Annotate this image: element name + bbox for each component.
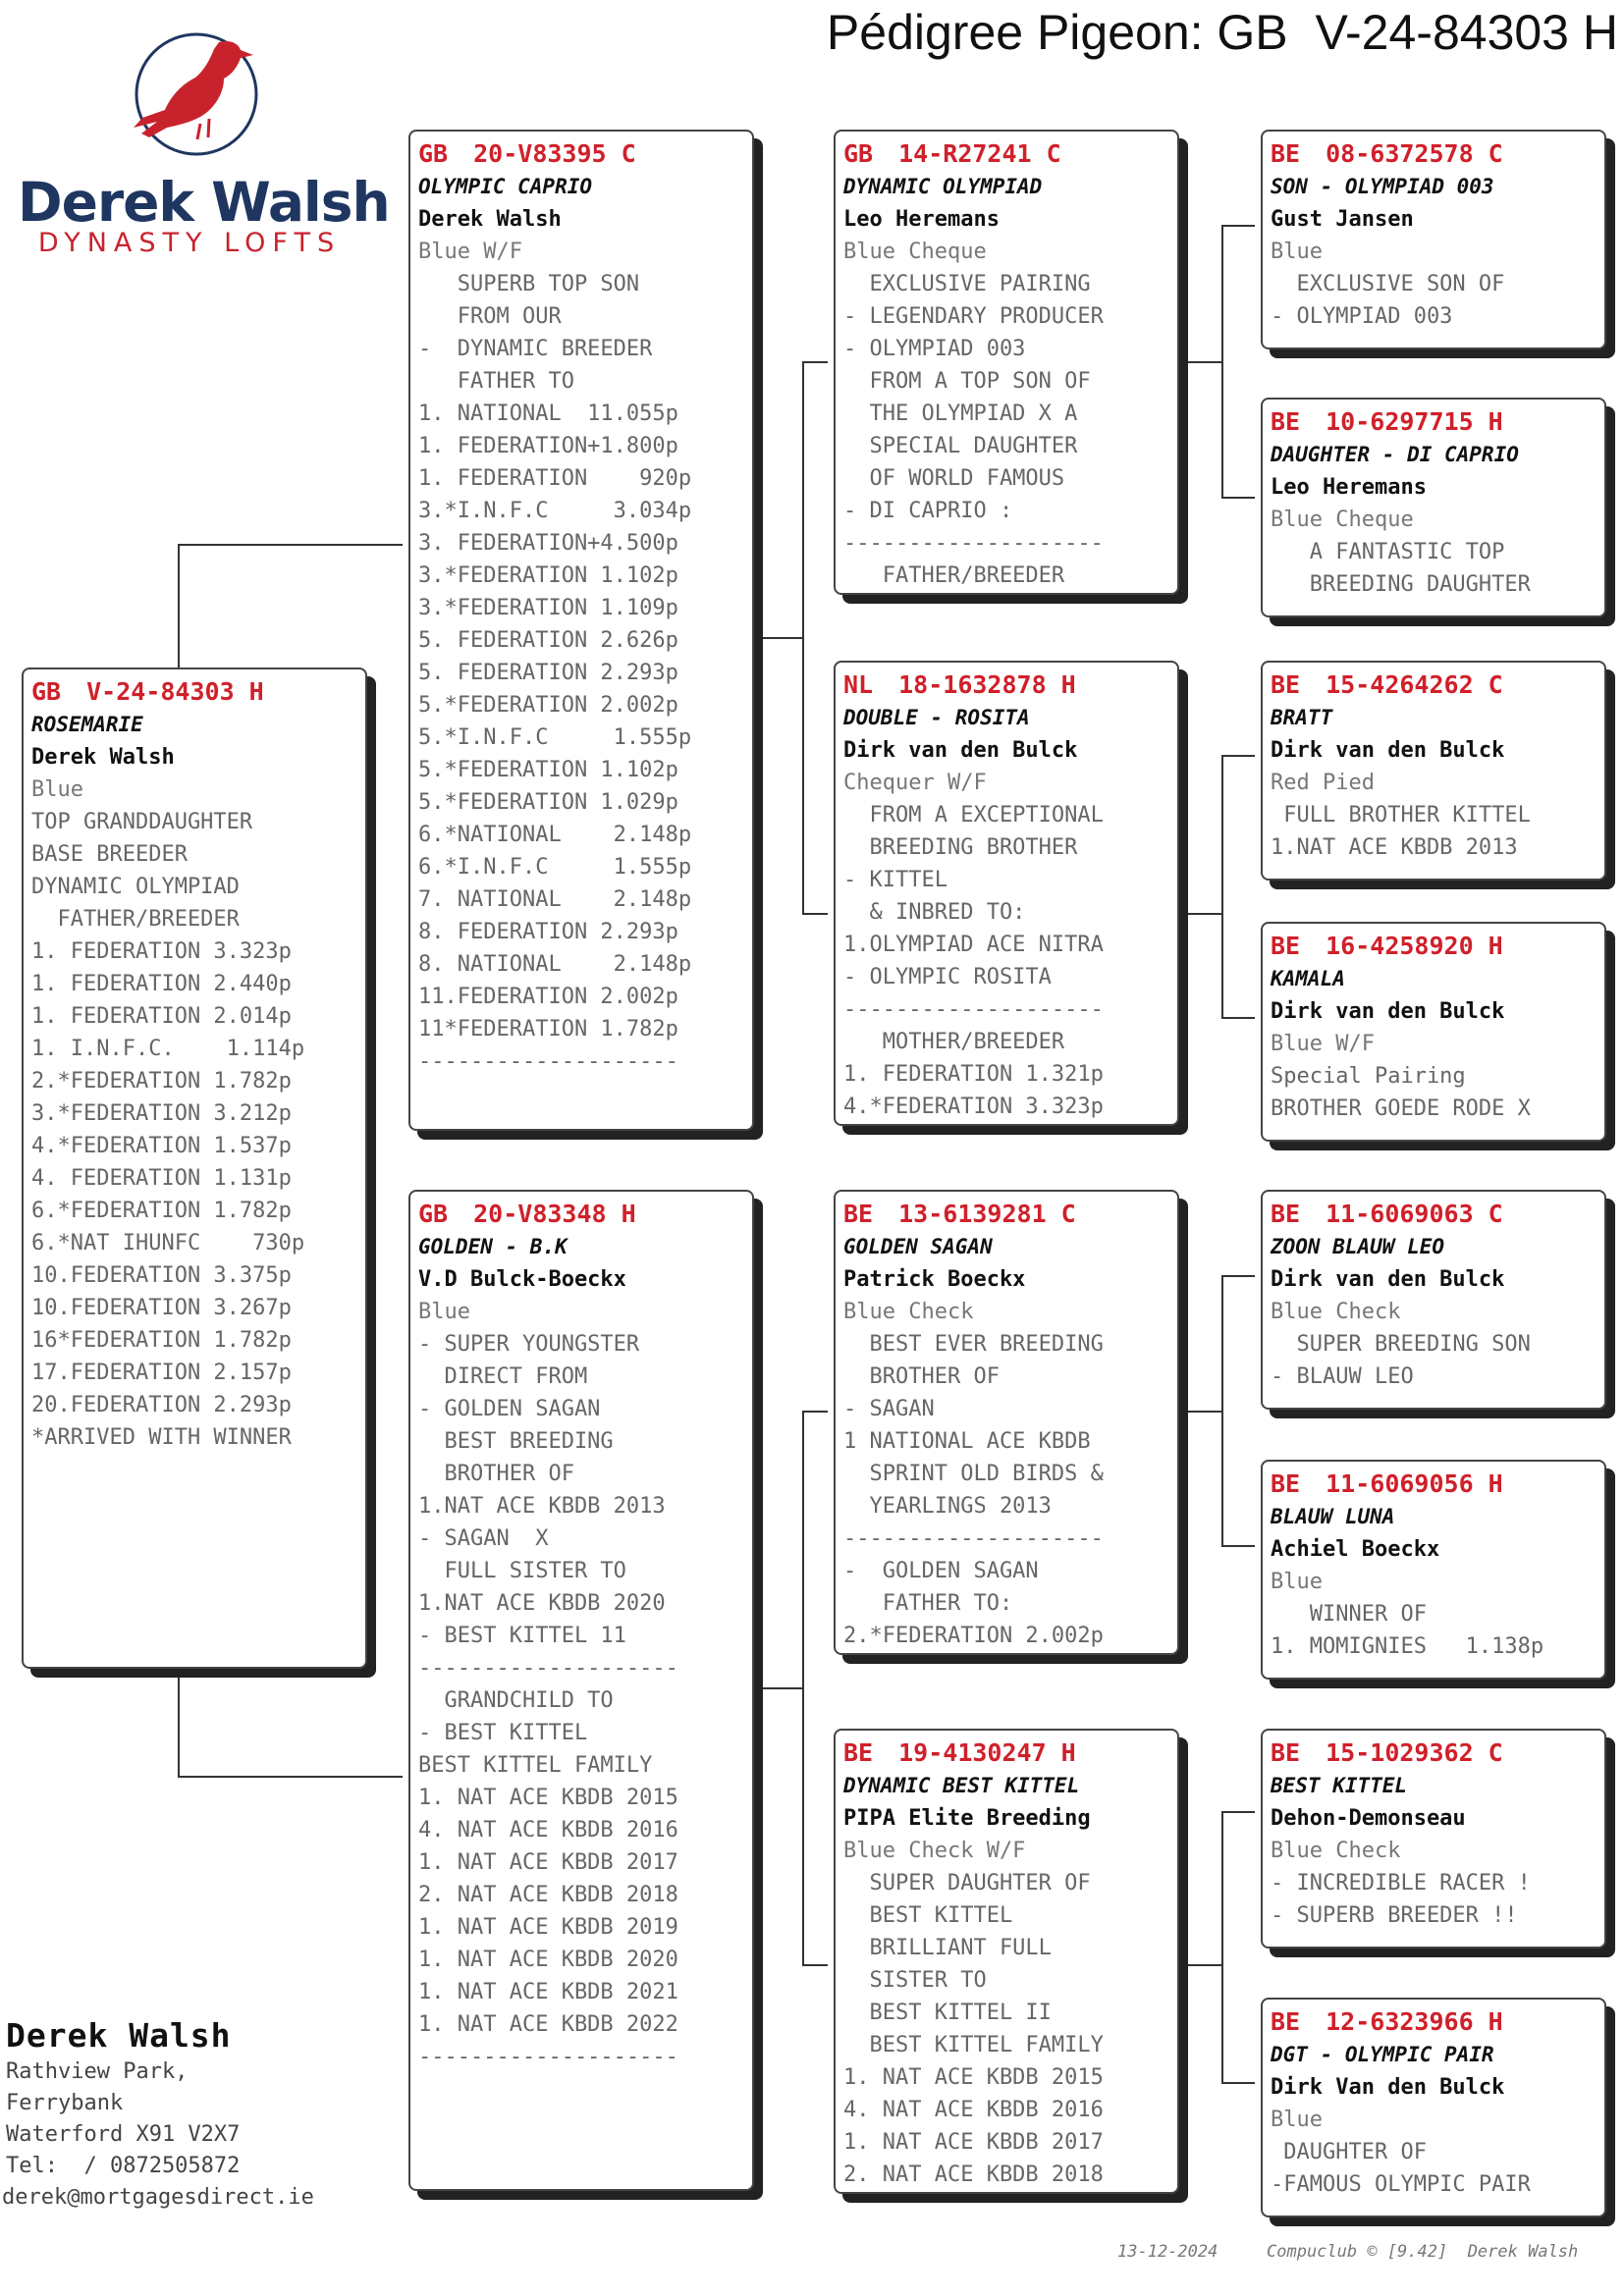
performance-line: 3.*FEDERATION 1.102p (418, 563, 678, 588)
ring-code: 18-1632878 H (898, 670, 1076, 699)
ring-number (1271, 137, 1604, 171)
performance-line: 8. NATIONAL 2.148p (418, 952, 692, 977)
performance-line: 3.*I.N.F.C 3.034p (418, 499, 692, 523)
connector-dd-parents (1180, 1812, 1255, 2083)
bird-card-ds (834, 1190, 1179, 1655)
performance-line: 5.*FEDERATION 2.002p (418, 693, 678, 718)
breeder-name: Dehon-Demonseau (1271, 1806, 1466, 1831)
breeder-name: Dirk van den Bulck (1271, 999, 1505, 1024)
bird-colour: Blue Cheque (1271, 507, 1414, 532)
performance-line: 5.*FEDERATION 1.029p (418, 790, 678, 815)
bird-colour: Blue Check W/F (843, 1839, 1026, 1863)
bird-name: OLYMPIC CAPRIO (418, 175, 593, 198)
bird-colour: Blue Check (1271, 1839, 1401, 1863)
country-code: BE (1271, 407, 1301, 436)
performance-line: BEST KITTEL (843, 1903, 1013, 1928)
performance-line: 1. NAT ACE KBDB 2022 (418, 2012, 678, 2037)
ring-code: 13-6139281 C (898, 1200, 1076, 1228)
performance-line: 4.*FEDERATION 1.537p (31, 1134, 292, 1158)
performance-line: 11*FEDERATION 1.782p (418, 1017, 678, 1041)
performance-line: FATHER/BREEDER (31, 907, 240, 932)
performance-line: FATHER TO (418, 369, 574, 394)
performance-line: MOTHER/BREEDER (843, 1030, 1065, 1054)
performance-line: 2.*FEDERATION 1.782p (31, 1069, 292, 1094)
performance-line: BREEDING DAUGHTER (1271, 572, 1531, 597)
performance-line: 1. NAT ACE KBDB 2015 (418, 1786, 678, 1810)
bird-colour: Blue Cheque (843, 240, 987, 264)
bird-card-ss (834, 130, 1179, 595)
country-code: GB (418, 1200, 449, 1228)
performance-line: WINNER OF (1271, 1602, 1427, 1627)
performance-line: 1 NATIONAL ACE KBDB (843, 1429, 1091, 1454)
performance-line: BEST KITTEL FAMILY (843, 2033, 1104, 2057)
bird-name: DGT - OLYMPIC PAIR (1271, 2043, 1494, 2066)
performance-line: 1. NATIONAL 11.055p (418, 401, 678, 426)
logo-brand: Derek Walsh (18, 171, 390, 234)
bird-colour: Blue (418, 1300, 470, 1324)
performance-line: 1. MOMIGNIES 1.138p (1271, 1634, 1544, 1659)
ring-number (418, 1198, 752, 1231)
performance-line: 6.*NAT IHUNFC 730p (31, 1231, 305, 1255)
pigeon-icon (14, 27, 367, 175)
country-code: BE (843, 1738, 874, 1767)
performance-line: 2.*FEDERATION 2.002p (843, 1624, 1104, 1648)
performance-line: 5.*FEDERATION 1.102p (418, 758, 678, 782)
performance-line: - SAGAN X (418, 1526, 549, 1551)
ring-code: 15-1029362 C (1326, 1738, 1503, 1767)
connector-ss-parents (1180, 226, 1255, 498)
bird-card-dss (1261, 1190, 1606, 1410)
breeder-name: Derek Walsh (418, 207, 562, 232)
ring-number (1271, 1198, 1604, 1231)
connector-subject-dam (179, 1669, 403, 1777)
performance-line: Special Pairing (1271, 1064, 1466, 1089)
ring-number (843, 668, 1177, 702)
performance-line: - KITTEL (843, 868, 947, 892)
bird-name: SON - OLYMPIAD 003 (1271, 175, 1494, 198)
performance-line: - BLAUW LEO (1271, 1364, 1414, 1389)
bird-name: GOLDEN SAGAN (843, 1235, 993, 1258)
performance-line: 10.FEDERATION 3.375p (31, 1263, 292, 1288)
bird-name: GOLDEN - B.K (418, 1235, 568, 1258)
performance-line: - SUPER YOUNGSTER (418, 1332, 640, 1357)
performance-line: 1. FEDERATION 3.323p (31, 939, 292, 964)
country-code: BE (1271, 932, 1301, 960)
performance-line: 1. FEDERATION 1.321p (843, 1062, 1104, 1087)
bird-card-sd (834, 661, 1179, 1126)
performance-line: -------------------- (843, 997, 1104, 1022)
performance-line: FROM A TOP SON OF (843, 369, 1091, 394)
performance-line: 10.FEDERATION 3.267p (31, 1296, 292, 1320)
performance-line: A FANTASTIC TOP (1271, 540, 1505, 564)
performance-line: BEST BREEDING (418, 1429, 614, 1454)
performance-line: FULL SISTER TO (418, 1559, 626, 1583)
performance-line: -------------------- (418, 2045, 678, 2069)
ring-code: V-24-84303 H (86, 677, 264, 706)
owner-name: Derek Walsh (6, 2016, 232, 2055)
performance-line: 1. I.N.F.C. 1.114p (31, 1037, 305, 1061)
ring-code: 19-4130247 H (898, 1738, 1076, 1767)
performance-line: 17.FEDERATION 2.157p (31, 1361, 292, 1385)
performance-line: EXCLUSIVE PAIRING (843, 272, 1091, 296)
performance-line: - OLYMPIAD 003 (1271, 304, 1453, 329)
ring-number (1271, 668, 1604, 702)
performance-line: 1.NAT ACE KBDB 2013 (1271, 835, 1518, 860)
ring-code: 12-6323966 H (1326, 2007, 1503, 2036)
performance-line: - OLYMPIC ROSITA (843, 965, 1052, 989)
performance-line: FULL BROTHER KITTEL (1271, 803, 1531, 828)
bird-card-subject (22, 667, 367, 1669)
breeder-name: Patrick Boeckx (843, 1267, 1026, 1292)
performance-line: BROTHER OF (843, 1364, 1000, 1389)
performance-line: 1. NAT ACE KBDB 2017 (843, 2130, 1104, 2155)
performance-line: SISTER TO (843, 1968, 987, 1993)
performance-line: 6.*NATIONAL 2.148p (418, 823, 692, 847)
performance-line: GRANDCHILD TO (418, 1688, 614, 1713)
country-code: BE (1271, 139, 1301, 168)
performance-line: SUPER BREEDING SON (1271, 1332, 1531, 1357)
ring-number (1271, 1736, 1604, 1770)
performance-line: - LEGENDARY PRODUCER (843, 304, 1104, 329)
performance-line: -------------------- (418, 1049, 678, 1074)
performance-line: - BEST KITTEL (418, 1721, 588, 1745)
connector-sire-parents (761, 362, 828, 914)
bird-card-dds (1261, 1729, 1606, 1949)
performance-line: 1. NAT ACE KBDB 2017 (418, 1850, 678, 1875)
bird-card-sss (1261, 130, 1606, 349)
ring-number (843, 1198, 1177, 1231)
bird-colour: Blue (1271, 240, 1323, 264)
ring-number (1271, 2005, 1604, 2039)
performance-line: - GOLDEN SAGAN (418, 1397, 601, 1421)
bird-colour: Blue Check (843, 1300, 974, 1324)
breeder-name: Leo Heremans (843, 207, 1000, 232)
country-code: BE (843, 1200, 874, 1228)
performance-line: 6.*I.N.F.C 1.555p (418, 855, 692, 880)
performance-line: 4. NAT ACE KBDB 2016 (418, 1818, 678, 1842)
country-code: GB (31, 677, 62, 706)
breeder-name: Dirk Van den Bulck (1271, 2075, 1505, 2100)
country-code: NL (843, 670, 874, 699)
breeder-name: PIPA Elite Breeding (843, 1806, 1091, 1831)
bird-colour: Blue (31, 777, 83, 802)
ring-number (418, 137, 752, 171)
performance-line: -------------------- (843, 1526, 1104, 1551)
bird-colour: Chequer W/F (843, 771, 987, 795)
performance-line: BROTHER OF (418, 1462, 574, 1486)
performance-line: 3.*FEDERATION 1.109p (418, 596, 678, 620)
performance-line: 1. NAT ACE KBDB 2015 (843, 2065, 1104, 2090)
connector-ds-parents (1180, 1276, 1255, 1546)
bird-card-sire (408, 130, 754, 1131)
performance-line: 1.NAT ACE KBDB 2013 (418, 1494, 666, 1519)
performance-line: FATHER/BREEDER (843, 563, 1065, 588)
ring-code: 14-R27241 C (898, 139, 1061, 168)
footer-software: Compuclub © [9.42] Derek Walsh (1267, 2242, 1579, 2262)
performance-line: 1. FEDERATION 920p (418, 466, 692, 491)
ring-number (31, 675, 365, 709)
performance-line: BEST EVER BREEDING (843, 1332, 1104, 1357)
performance-line: 2. NAT ACE KBDB 2018 (418, 1883, 678, 1907)
bird-card-dam (408, 1190, 754, 2191)
bird-colour: Blue W/F (418, 240, 522, 264)
bird-colour: Blue (1271, 2108, 1323, 2132)
performance-line: 4. NAT ACE KBDB 2016 (843, 2098, 1104, 2122)
bird-name: BLAUW LUNA (1271, 1505, 1395, 1528)
bird-name: BEST KITTEL (1271, 1774, 1408, 1797)
performance-line: - GOLDEN SAGAN (843, 1559, 1039, 1583)
performance-line: 1. NAT ACE KBDB 2021 (418, 1980, 678, 2004)
breeder-name: Dirk van den Bulck (843, 738, 1078, 763)
bird-card-ddd (1261, 1998, 1606, 2217)
performance-line: -------------------- (418, 1656, 678, 1681)
ring-code: 20-V83395 C (473, 139, 636, 168)
performance-line: 20.FEDERATION 2.293p (31, 1393, 292, 1417)
ring-number (843, 137, 1177, 171)
bird-name: ROSEMARIE (31, 713, 143, 736)
performance-line: TOP GRANDDAUGHTER (31, 810, 253, 834)
country-code: BE (1271, 1469, 1301, 1498)
performance-line: - DYNAMIC BREEDER (418, 337, 653, 361)
ring-code: 11-6069063 C (1326, 1200, 1503, 1228)
performance-line: 11.FEDERATION 2.002p (418, 985, 678, 1009)
bird-colour: Blue Check (1271, 1300, 1401, 1324)
performance-line: - BEST KITTEL 11 (418, 1624, 626, 1648)
performance-line: DIRECT FROM (418, 1364, 588, 1389)
breeder-name: Gust Jansen (1271, 207, 1414, 232)
performance-line: - SUPERB BREEDER !! (1271, 1903, 1518, 1928)
ring-code: 08-6372578 C (1326, 139, 1503, 168)
performance-line: 1.NAT ACE KBDB 2020 (418, 1591, 666, 1616)
logo-tagline: DYNASTY LOFTS (37, 228, 342, 258)
performance-line: DAUGHTER OF (1271, 2140, 1427, 2164)
performance-line: - SAGAN (843, 1397, 935, 1421)
bird-name: ZOON BLAUW LEO (1271, 1235, 1445, 1258)
owner-address-line: Waterford X91 V2X7 (6, 2122, 241, 2147)
performance-line: SPRINT OLD BIRDS & (843, 1462, 1104, 1486)
owner-address-line: Ferrybank (6, 2091, 124, 2115)
performance-line: BEST KITTEL II (843, 2001, 1052, 2025)
performance-line: 1. NAT ACE KBDB 2020 (418, 1948, 678, 1972)
performance-line: BREEDING BROTHER (843, 835, 1078, 860)
performance-line: 2. NAT ACE KBDB 2018 (843, 2163, 1104, 2187)
country-code: BE (1271, 1200, 1301, 1228)
performance-line: OF WORLD FAMOUS (843, 466, 1065, 491)
country-code: BE (1271, 670, 1301, 699)
performance-line: BASE BREEDER (31, 842, 188, 867)
bird-name: DYNAMIC OLYMPIAD (843, 175, 1043, 198)
bird-card-dsd (1261, 1460, 1606, 1680)
connector-sd-parents (1180, 756, 1255, 1018)
bird-colour: Blue W/F (1271, 1032, 1375, 1056)
performance-line: 4. FEDERATION 1.131p (31, 1166, 292, 1191)
breeder-name: Dirk van den Bulck (1271, 738, 1505, 763)
performance-line: - DI CAPRIO : (843, 499, 1013, 523)
performance-line: *ARRIVED WITH WINNER (31, 1425, 292, 1450)
owner-email: derek@mortgagesdirect.ie (2, 2185, 314, 2210)
performance-line: FATHER TO: (843, 1591, 1013, 1616)
bird-colour: Red Pied (1271, 771, 1375, 795)
owner-contact (2, 2015, 314, 2214)
performance-line: 1. FEDERATION 2.440p (31, 972, 292, 996)
performance-line: 4.*FEDERATION 3.323p (843, 1095, 1104, 1119)
performance-line: FROM A EXCEPTIONAL (843, 803, 1104, 828)
ring-number (843, 1736, 1177, 1770)
performance-line: SPECIAL DAUGHTER (843, 434, 1078, 458)
performance-line: FROM OUR (418, 304, 562, 329)
loft-logo (14, 27, 390, 263)
performance-line: 1.OLYMPIAD ACE NITRA (843, 933, 1104, 957)
performance-line: BRILLIANT FULL (843, 1936, 1052, 1960)
performance-line: BEST KITTEL FAMILY (418, 1753, 653, 1778)
performance-line: -FAMOUS OLYMPIC PAIR (1271, 2172, 1531, 2197)
bird-name: DYNAMIC BEST KITTEL (843, 1774, 1080, 1797)
breeder-name: V.D Bulck-Boeckx (418, 1267, 626, 1292)
bird-card-dd (834, 1729, 1179, 2194)
bird-card-sdd (1261, 922, 1606, 1142)
performance-line: YEARLINGS 2013 (843, 1494, 1052, 1519)
ring-code: 16-4258920 H (1326, 932, 1503, 960)
ring-number (1271, 1468, 1604, 1501)
connector-subject-sire (179, 545, 403, 667)
performance-line: 5. FEDERATION 2.626p (418, 628, 678, 653)
ring-code: 10-6297715 H (1326, 407, 1503, 436)
ring-number (1271, 405, 1604, 439)
performance-line: EXCLUSIVE SON OF (1271, 272, 1505, 296)
performance-line: - INCREDIBLE RACER ! (1271, 1871, 1531, 1896)
bird-name: DOUBLE - ROSITA (843, 706, 1030, 729)
owner-address-line: Rathview Park, (6, 2059, 189, 2084)
performance-line: 16*FEDERATION 1.782p (31, 1328, 292, 1353)
performance-line: -------------------- (843, 531, 1104, 556)
bird-name: BRATT (1271, 706, 1333, 729)
country-code: BE (1271, 1738, 1301, 1767)
ring-code: 20-V83348 H (473, 1200, 636, 1228)
performance-line: DYNAMIC OLYMPIAD (31, 875, 240, 899)
performance-line: 1. NAT ACE KBDB 2019 (418, 1915, 678, 1940)
bird-card-sds (1261, 661, 1606, 881)
footer-date: 13-12-2024 (1117, 2242, 1218, 2262)
performance-line: 6.*FEDERATION 1.782p (31, 1199, 292, 1223)
performance-line: SUPERB TOP SON (418, 272, 640, 296)
performance-line: - OLYMPIAD 003 (843, 337, 1026, 361)
performance-line: SUPER DAUGHTER OF (843, 1871, 1091, 1896)
performance-line: 8. FEDERATION 2.293p (418, 920, 678, 944)
ring-code: 15-4264262 C (1326, 670, 1503, 699)
performance-line: 1. FEDERATION+1.800p (418, 434, 678, 458)
page-title: Pédigree Pigeon: GB V-24-84303 H (826, 5, 1618, 60)
performance-line: 7. NATIONAL 2.148p (418, 887, 692, 912)
bird-card-ssd (1261, 398, 1606, 617)
country-code: GB (843, 139, 874, 168)
bird-colour: Blue (1271, 1570, 1323, 1594)
ring-code: 11-6069056 H (1326, 1469, 1503, 1498)
performance-line: 3.*FEDERATION 3.212p (31, 1101, 292, 1126)
connector-dam-parents (761, 1412, 828, 1965)
performance-line: THE OLYMPIAD X A (843, 401, 1078, 426)
performance-line: & INBRED TO: (843, 900, 1026, 925)
ring-number (1271, 930, 1604, 963)
performance-line: 5.*I.N.F.C 1.555p (418, 725, 692, 750)
bird-name: DAUGHTER - DI CAPRIO (1271, 443, 1519, 466)
performance-line: 5. FEDERATION 2.293p (418, 661, 678, 685)
performance-line: 3. FEDERATION+4.500p (418, 531, 678, 556)
owner-phone: Tel: / 0872505872 (6, 2154, 241, 2178)
breeder-name: Derek Walsh (31, 745, 175, 770)
country-code: BE (1271, 2007, 1301, 2036)
performance-line: BROTHER GOEDE RODE X (1271, 1096, 1531, 1121)
performance-line: 1. FEDERATION 2.014p (31, 1004, 292, 1029)
breeder-name: Achiel Boeckx (1271, 1537, 1440, 1562)
bird-name: KAMALA (1271, 967, 1345, 990)
breeder-name: Leo Heremans (1271, 475, 1427, 500)
country-code: GB (418, 139, 449, 168)
breeder-name: Dirk van den Bulck (1271, 1267, 1505, 1292)
